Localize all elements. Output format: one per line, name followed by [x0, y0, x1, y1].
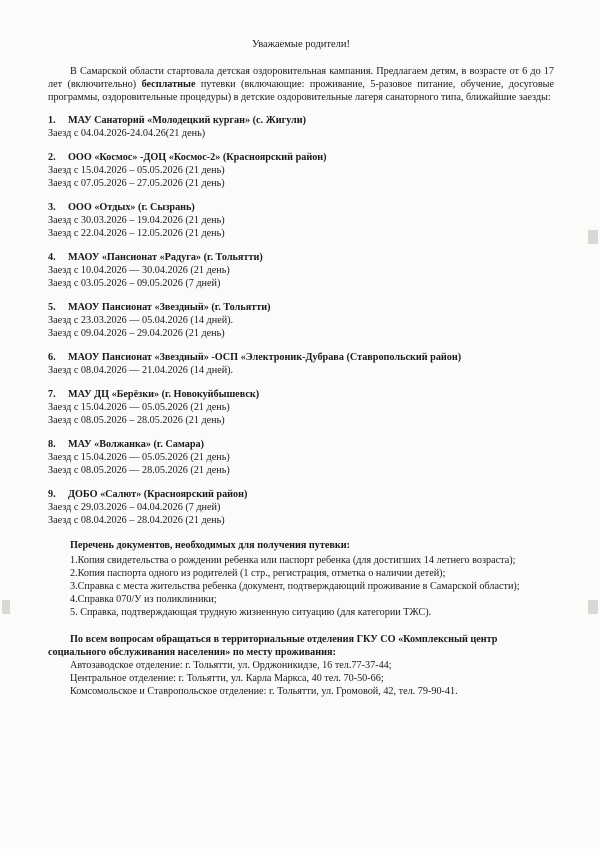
camp-title	[48, 151, 554, 164]
camp-title	[48, 351, 554, 364]
document-item: 2.Копия паспорта одного из родителей (1 стр., регистрация, отметка о наличии детей);	[70, 568, 446, 579]
camp-item	[48, 438, 554, 477]
camp-number: 1.	[48, 115, 56, 126]
scan-edge-mark	[2, 600, 10, 614]
camp-session: Заезд с 15.04.2026 – 05.05.2026 (21 день)	[48, 165, 225, 176]
camp-session: Заезд с 03.05.2026 – 09.05.2026 (7 дней)	[48, 278, 221, 289]
camp-name: МАУ Санаторий «Молодецкий курган» (с. Жигули)	[68, 115, 307, 126]
intro-text-start: В Самарской области стартовала детская оздоровительная кампания. Предлагаем детям, в возрасте от 6 до 17 лет (включительно)	[48, 66, 554, 90]
contact-item: Центральное отделение: г. Тольятти, ул. Карла Маркса, 40 тел. 70-50-66;	[70, 673, 384, 684]
camp-item	[48, 114, 554, 140]
camp-number: 7.	[48, 389, 56, 400]
camp-session: Заезд с 09.04.2026 – 29.04.2026 (21 день)	[48, 328, 225, 339]
camp-number: 3.	[48, 202, 56, 213]
camp-name: ДОБО «Салют» (Красноярский район)	[68, 489, 248, 500]
camp-number: 5.	[48, 302, 56, 313]
camp-item	[48, 488, 554, 527]
camp-session: Заезд с 22.04.2026 – 12.05.2026 (21 день)	[48, 228, 225, 239]
camp-session: Заезд с 15.04.2026 — 05.05.2026 (21 день)	[48, 402, 230, 413]
camp-title	[48, 488, 554, 501]
camp-title	[48, 388, 554, 401]
camp-session: Заезд с 08.04.2026 — 21.04.2026 (14 дней).	[48, 365, 234, 376]
camp-title	[48, 251, 554, 264]
camp-number: 4.	[48, 252, 56, 263]
camp-item	[48, 251, 554, 290]
camp-session: Заезд с 08.04.2026 – 28.04.2026 (21 день)	[48, 515, 225, 526]
documents-list	[48, 554, 554, 619]
scan-edge-mark	[588, 230, 598, 244]
intro-paragraph	[48, 65, 554, 104]
camp-session: Заезд с 29.03.2026 – 04.04.2026 (7 дней)	[48, 502, 221, 513]
camp-item	[48, 301, 554, 340]
camp-item	[48, 151, 554, 190]
document-item: 5. Справка, подтверждающая трудную жизненную ситуацию (для категории ТЖС).	[70, 607, 432, 618]
document-item: 1.Копия свидетельства о рождении ребенка или паспорт ребенка (для достигших 14 летнего возраста);	[70, 555, 516, 566]
camp-number: 6.	[48, 352, 56, 363]
camp-name: МАОУ «Пансионат «Радуга» (г. Тольятти)	[68, 252, 263, 263]
camp-item	[48, 351, 554, 377]
camp-number: 8.	[48, 439, 56, 450]
camp-name: МАУ ДЦ «Берёзки» (г. Новокуйбышевск)	[68, 389, 260, 400]
camp-list	[48, 114, 554, 527]
camp-name: МАОУ Пансионат «Звездный» (г. Тольятти)	[68, 302, 271, 313]
greeting-heading: Уважаемые родители!	[251, 39, 351, 50]
documents-heading: Перечень документов, необходимых для получения путевки:	[70, 540, 351, 551]
contacts-heading: По всем вопросам обращаться в территориальные отделения ГКУ СО «Комплексный центр социального обслуживания населения» по месту проживания:	[48, 634, 498, 658]
contacts-list	[48, 659, 554, 698]
letter-body	[48, 38, 554, 698]
document-item: 3.Справка с места жительства ребенка (документ, подтверждающий проживание в Самарской области);	[70, 581, 520, 592]
camp-session: Заезд с 04.04.2026-24.04.26(21 день)	[48, 128, 206, 139]
camp-session: Заезд с 07.05.2026 – 27.05.2026 (21 день)	[48, 178, 225, 189]
camp-session: Заезд с 15.04.2026 — 05.05.2026 (21 день)	[48, 452, 230, 463]
camp-name: МАУ «Волжанка» (г. Самара)	[68, 439, 204, 450]
camp-name: МАОУ Пансионат «Звездный» -ОСП «Электроник-Дубрава (Ставропольский район)	[68, 352, 462, 363]
camp-item	[48, 388, 554, 427]
document-item: 4.Справка 070/У из поликлиники;	[70, 594, 217, 605]
contact-item: Комсомольское и Ставропольское отделение: г. Тольятти, ул. Громовой, 42, тел. 79-90-41.	[70, 686, 458, 697]
camp-title	[48, 201, 554, 214]
camp-item	[48, 201, 554, 240]
scan-edge-mark	[588, 600, 598, 614]
camp-title	[48, 114, 554, 127]
camp-session: Заезд с 08.05.2026 – 28.05.2026 (21 день)	[48, 415, 225, 426]
camp-session: Заезд с 10.04.2026 — 30.04.2026 (21 день)	[48, 265, 230, 276]
camp-session: Заезд с 30.03.2026 – 19.04.2026 (21 день)	[48, 215, 225, 226]
camp-number: 9.	[48, 489, 56, 500]
camp-name: ООО «Космос» -ДОЦ «Космос-2» (Красноярский район)	[68, 152, 327, 163]
camp-title	[48, 301, 554, 314]
contact-item: Автозаводское отделение: г. Тольятти, ул. Орджоникидзе, 16 тел.77-37-44;	[70, 660, 392, 671]
camp-name: ООО «Отдых» (г. Сызрань)	[68, 202, 195, 213]
intro-text-end: путевки (включающие: проживание, 5-разовое питание, обучение, досуговые программы, оздоровительные процедуры) в детские оздоровительные лагеря санаторного типа, ближайшие заезды:	[48, 79, 554, 103]
camp-session: Заезд с 08.05.2026 — 28.05.2026 (21 день)	[48, 465, 230, 476]
camp-title	[48, 438, 554, 451]
intro-bold-word: бесплатные	[141, 79, 196, 90]
camp-number: 2.	[48, 152, 56, 163]
camp-session: Заезд с 23.03.2026 — 05.04.2026 (14 дней).	[48, 315, 234, 326]
